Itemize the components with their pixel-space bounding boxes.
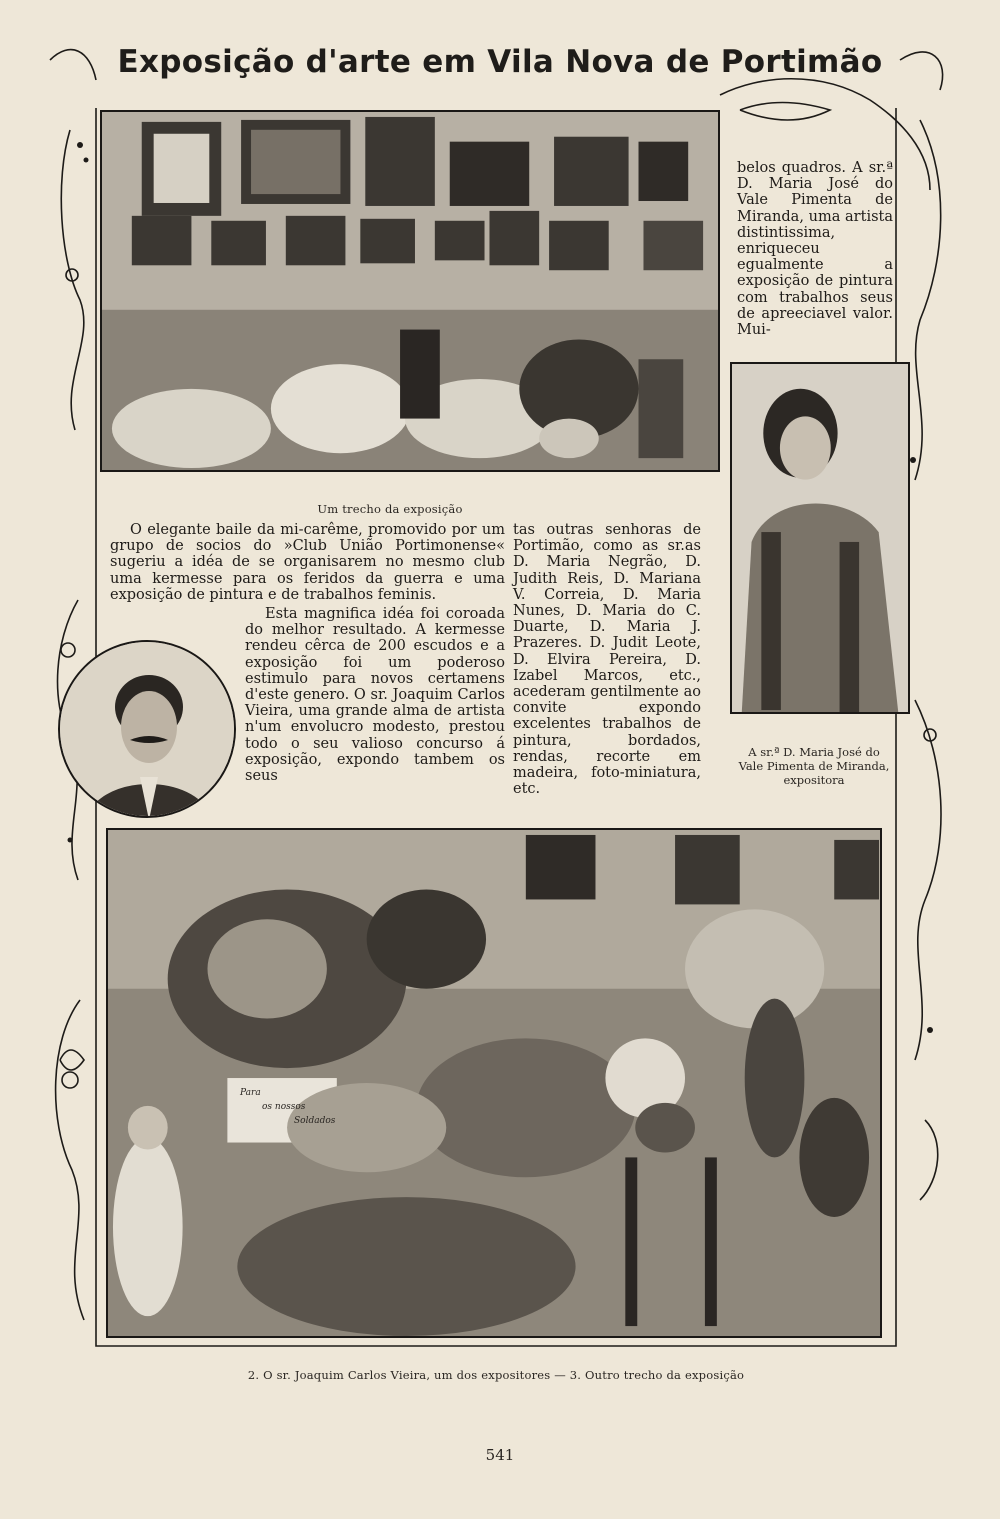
right-column-paragraph: belos quadros. A sr.ª D. Maria José do Vale Pimenta de Miranda, uma artista distintissima, enriqueceu egualmente a exposição de pintura com trabalhos seus de apreeciavel valor. Mui-	[737, 160, 893, 339]
body-paragraph-2: Esta magnifica idéa foi coroada do melhor resultado. A kermesse rendeu cêrca de 200 escudos e a exposição foi um poderoso estimulo para novos certamens d'este genero. O sr. Joaquim Carlos Vieira, uma grande alma de artista n'um envolucro modesto, prestou todo o seu valioso concurso á exposição, expondo tambem os seus	[245, 606, 505, 785]
sign-line2: os nossos	[262, 1102, 306, 1112]
sign-line1: Para	[240, 1088, 261, 1098]
portrait-caption-line3: expositora	[783, 773, 845, 787]
exhibition-photo-2	[106, 828, 882, 1338]
portrait-caption-line1: A sr.ª D. Maria José do	[748, 745, 880, 759]
soldiers-sign	[232, 1080, 340, 1142]
body-column-2	[513, 522, 701, 797]
bottom-photo-caption: 2. O sr. Joaquim Carlos Vieira, um dos expositores — 3. Outro trecho da exposição	[247, 1368, 745, 1382]
body-column-1	[110, 522, 505, 603]
page-title: Exposição d'arte em Vila Nova de Portimão	[117, 44, 883, 80]
exhibition-photo-1	[100, 110, 720, 472]
body-column-2-text: tas outras senhoras de Portimão, como as sr.as D. Maria Negrão, D. Judith Reis, D. Mariana V. Correia, D. Maria Nunes, D. Maria do C. Duarte, D. Maria J. Prazeres. D. Judit Leote, D. Elvira Pereira, D. Izabel Marcos, etc., acederam gentilmente ao convite expondo excelentes trabalhos de pintura, bordados, rendas, recorte em madeira, foto-miniatura, etc.	[513, 522, 701, 798]
joaquim-portrait	[58, 640, 236, 818]
portrait-caption	[716, 745, 912, 787]
portrait-photo	[730, 362, 910, 714]
body-paragraph-1: O elegante baile da mi-carême, promovido por um grupo de socios do »Club União Portimonense« sugeriu a idéa de se organisarem no mesmo club uma kermesse para os feridos da guerra e uma exposição de pintura e de trabalhos feminis.	[110, 522, 505, 603]
top-photo-caption: Um trecho da exposição	[317, 502, 463, 516]
sign-line3: Soldados	[294, 1116, 336, 1126]
body-column-1-cont	[245, 606, 505, 784]
right-column-text	[737, 160, 893, 338]
portrait-caption-line2: Vale Pimenta de Miranda,	[738, 759, 890, 773]
page-number: 541	[485, 1446, 515, 1464]
